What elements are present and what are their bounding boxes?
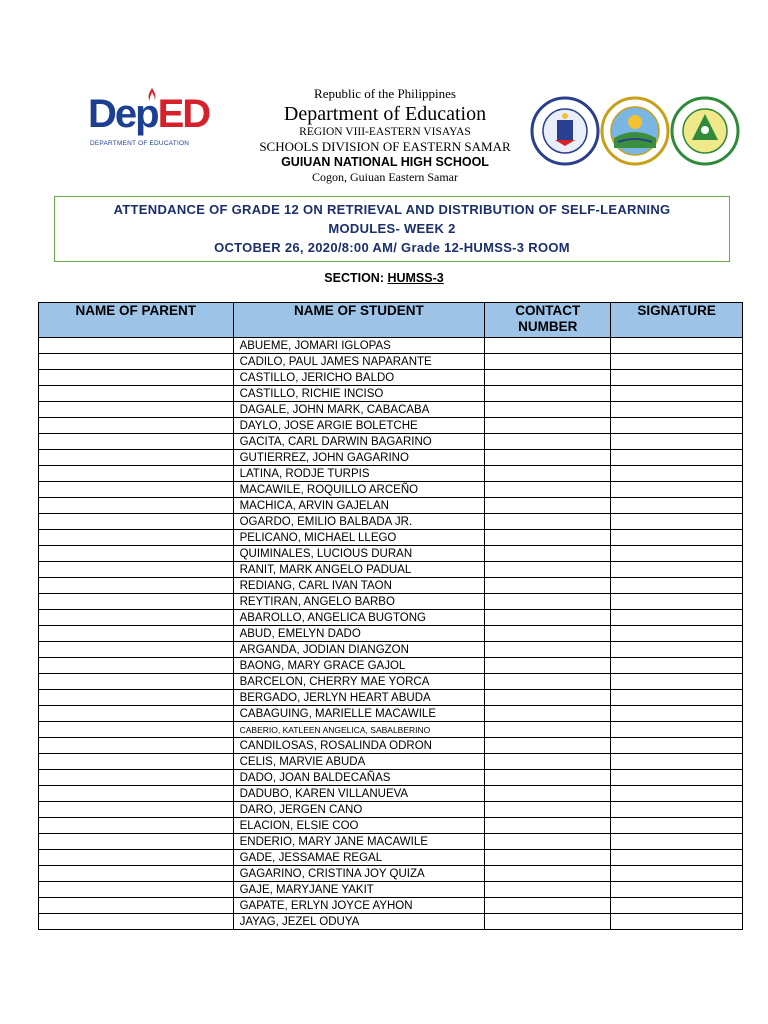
- contact-number-cell[interactable]: [485, 434, 611, 450]
- signature-cell[interactable]: [611, 818, 743, 834]
- parent-name-cell[interactable]: [39, 642, 234, 658]
- student-name-cell: CELIS, MARVIE ABUDA: [233, 754, 485, 770]
- table-row: [39, 562, 743, 578]
- signature-cell[interactable]: [611, 498, 743, 514]
- signature-cell[interactable]: [611, 642, 743, 658]
- school-address: Cogon, Guiuan Eastern Samar: [312, 170, 458, 184]
- student-name-cell: GADE, JESSAMAE REGAL: [233, 850, 485, 866]
- contact-number-cell[interactable]: [485, 402, 611, 418]
- contact-number-cell[interactable]: [485, 834, 611, 850]
- signature-cell[interactable]: [611, 802, 743, 818]
- student-name-cell: GAGARINO, CRISTINA JOY QUIZA: [233, 866, 485, 882]
- student-name-cell: QUIMINALES, LUCIOUS DURAN: [233, 546, 485, 562]
- parent-name-cell[interactable]: [39, 882, 234, 898]
- table-row: [39, 738, 743, 754]
- student-name-cell: CABAGUING, MARIELLE MACAWILE: [233, 706, 485, 722]
- contact-number-cell[interactable]: [485, 530, 611, 546]
- parent-name-cell[interactable]: [39, 578, 234, 594]
- contact-number-cell[interactable]: [485, 562, 611, 578]
- parent-name-cell[interactable]: [39, 738, 234, 754]
- signature-cell[interactable]: [611, 338, 743, 354]
- student-name-cell: BARCELON, CHERRY MAE YORCA: [233, 674, 485, 690]
- student-name-cell: DAGALE, JOHN MARK, CABACABA: [233, 402, 485, 418]
- department-line: Department of Education: [283, 103, 487, 125]
- contact-number-cell[interactable]: [485, 642, 611, 658]
- student-name-cell: CADILO, PAUL JAMES NAPARANTE: [233, 354, 485, 370]
- student-name-cell: DAYLO, JOSE ARGIE BOLETCHE: [233, 418, 485, 434]
- signature-cell[interactable]: [611, 594, 743, 610]
- signature-cell[interactable]: [611, 530, 743, 546]
- parent-name-cell[interactable]: [39, 770, 234, 786]
- parent-name-cell[interactable]: [39, 514, 234, 530]
- parent-name-cell[interactable]: [39, 434, 234, 450]
- contact-number-cell[interactable]: [485, 546, 611, 562]
- region-line: REGION VIII-EASTERN VISAYAS: [299, 126, 471, 138]
- section-heading: [0, 271, 768, 285]
- table-row: [39, 546, 743, 562]
- contact-number-cell[interactable]: [485, 482, 611, 498]
- deped-wordmark: DepED: [88, 92, 210, 136]
- title-line-1: ATTENDANCE OF GRADE 12 ON RETRIEVAL AND DISTRIBUTION OF SELF-LEARNING: [113, 202, 671, 217]
- table-row: [39, 834, 743, 850]
- signature-cell[interactable]: [611, 690, 743, 706]
- signature-cell[interactable]: [611, 354, 743, 370]
- parent-name-cell[interactable]: [39, 562, 234, 578]
- contact-number-cell[interactable]: [485, 450, 611, 466]
- signature-cell[interactable]: [611, 658, 743, 674]
- signature-cell[interactable]: [611, 770, 743, 786]
- student-name-cell: DARO, JERGEN CANO: [233, 802, 485, 818]
- table-row: [39, 690, 743, 706]
- parent-name-cell[interactable]: [39, 498, 234, 514]
- attendance-table: [38, 302, 743, 930]
- municipal-seal-icon: [600, 96, 670, 166]
- contact-number-cell[interactable]: [485, 850, 611, 866]
- parent-name-cell[interactable]: [39, 802, 234, 818]
- signature-cell[interactable]: [611, 882, 743, 898]
- student-name-cell: JAYAG, JEZEL ODUYA: [233, 914, 485, 930]
- parent-name-cell[interactable]: [39, 690, 234, 706]
- parent-name-cell[interactable]: [39, 674, 234, 690]
- division-line: SCHOOLS DIVISION OF EASTERN SAMAR: [259, 139, 511, 154]
- parent-name-cell[interactable]: [39, 722, 234, 738]
- student-name-cell: MACHICA, ARVIN GAJELAN: [233, 498, 485, 514]
- table-row: [39, 338, 743, 354]
- contact-number-cell[interactable]: [485, 578, 611, 594]
- signature-cell[interactable]: [611, 466, 743, 482]
- student-name-cell: OGARDO, EMILIO BALBADA JR.: [233, 514, 485, 530]
- signature-cell[interactable]: [611, 482, 743, 498]
- table-row: [39, 530, 743, 546]
- attendance-title-box: [54, 196, 730, 262]
- signature-cell[interactable]: [611, 386, 743, 402]
- parent-name-cell[interactable]: [39, 450, 234, 466]
- student-name-cell: DADO, JOAN BALDECAÑAS: [233, 770, 485, 786]
- contact-number-cell[interactable]: [485, 754, 611, 770]
- contact-number-cell[interactable]: [485, 770, 611, 786]
- section-label: SECTION:: [324, 271, 388, 285]
- parent-name-cell[interactable]: [39, 354, 234, 370]
- table-row: [39, 466, 743, 482]
- signature-cell[interactable]: [611, 418, 743, 434]
- parent-name-cell[interactable]: [39, 482, 234, 498]
- table-row: [39, 498, 743, 514]
- signature-cell[interactable]: [611, 674, 743, 690]
- student-name-cell: ELACION, ELSIE COO: [233, 818, 485, 834]
- signature-cell[interactable]: [611, 706, 743, 722]
- signature-cell[interactable]: [611, 402, 743, 418]
- signature-cell[interactable]: [611, 850, 743, 866]
- signature-cell[interactable]: [611, 610, 743, 626]
- parent-name-cell[interactable]: [39, 754, 234, 770]
- student-name-cell: GACITA, CARL DARWIN BAGARINO: [233, 434, 485, 450]
- student-name-cell: MACAWILE, ROQUILLO ARCEÑO: [233, 482, 485, 498]
- parent-name-cell[interactable]: [39, 706, 234, 722]
- contact-number-cell[interactable]: [485, 914, 611, 930]
- table-row: [39, 578, 743, 594]
- contact-number-cell[interactable]: [485, 722, 611, 738]
- contact-number-cell[interactable]: [485, 898, 611, 914]
- signature-cell[interactable]: [611, 514, 743, 530]
- contact-number-cell[interactable]: [485, 882, 611, 898]
- signature-cell[interactable]: [611, 914, 743, 930]
- parent-name-cell[interactable]: [39, 418, 234, 434]
- deped-logo: [88, 88, 228, 154]
- parent-name-cell[interactable]: [39, 626, 234, 642]
- student-name-cell: ENDERIO, MARY JANE MACAWILE: [233, 834, 485, 850]
- student-name-cell: BAONG, MARY GRACE GAJOL: [233, 658, 485, 674]
- section-value: HUMSS-3: [387, 271, 444, 285]
- deped-subtitle: DEPARTMENT OF EDUCATION: [90, 140, 190, 147]
- contact-number-cell[interactable]: [485, 610, 611, 626]
- contact-number-cell[interactable]: [485, 338, 611, 354]
- signature-cell[interactable]: [611, 834, 743, 850]
- parent-name-cell[interactable]: [39, 386, 234, 402]
- table-row: [39, 402, 743, 418]
- parent-name-cell[interactable]: [39, 466, 234, 482]
- table-row: [39, 898, 743, 914]
- contact-number-cell[interactable]: [485, 466, 611, 482]
- parent-name-cell[interactable]: [39, 914, 234, 930]
- student-name-cell: ABUEME, JOMARI IGLOPAS: [233, 338, 485, 354]
- table-row: [39, 594, 743, 610]
- table-row: [39, 658, 743, 674]
- title-line-2: MODULES- WEEK 2: [328, 221, 456, 236]
- table-row: [39, 642, 743, 658]
- agency-heading: [220, 86, 550, 185]
- table-row: [39, 866, 743, 882]
- contact-number-cell[interactable]: [485, 594, 611, 610]
- table-row: [39, 610, 743, 626]
- table-row: [39, 914, 743, 930]
- republic-line: Republic of the Philippines: [314, 86, 456, 101]
- signature-cell[interactable]: [611, 866, 743, 882]
- contact-number-cell[interactable]: [485, 514, 611, 530]
- student-name-cell: ABUD, EMELYN DADO: [233, 626, 485, 642]
- table-row: [39, 450, 743, 466]
- col-header-student: NAME OF STUDENT: [233, 303, 485, 338]
- signature-cell[interactable]: [611, 578, 743, 594]
- signature-cell[interactable]: [611, 738, 743, 754]
- table-row: [39, 850, 743, 866]
- student-name-cell: CASTILLO, RICHIE INCISO: [233, 386, 485, 402]
- contact-number-cell[interactable]: [485, 866, 611, 882]
- signature-cell[interactable]: [611, 898, 743, 914]
- parent-name-cell[interactable]: [39, 338, 234, 354]
- parent-name-cell[interactable]: [39, 658, 234, 674]
- signature-cell[interactable]: [611, 562, 743, 578]
- title-line-3: OCTOBER 26, 2020/8:00 AM/ Grade 12-HUMSS-3 ROOM: [214, 240, 570, 255]
- student-name-cell: LATINA, RODJE TURPIS: [233, 466, 485, 482]
- parent-name-cell[interactable]: [39, 786, 234, 802]
- division-seal-icon: [670, 96, 740, 166]
- contact-number-cell[interactable]: [485, 418, 611, 434]
- student-name-cell: GUTIERREZ, JOHN GAGARINO: [233, 450, 485, 466]
- col-header-signature: SIGNATURE: [611, 303, 743, 338]
- student-name-cell: GAJE, MARYJANE YAKIT: [233, 882, 485, 898]
- signature-cell[interactable]: [611, 786, 743, 802]
- student-name-cell: RANIT, MARK ANGELO PADUAL: [233, 562, 485, 578]
- parent-name-cell[interactable]: [39, 546, 234, 562]
- signature-cell[interactable]: [611, 722, 743, 738]
- signature-cell[interactable]: [611, 370, 743, 386]
- contact-number-cell[interactable]: [485, 802, 611, 818]
- parent-name-cell[interactable]: [39, 866, 234, 882]
- contact-number-cell[interactable]: [485, 818, 611, 834]
- contact-number-cell[interactable]: [485, 354, 611, 370]
- table-row: [39, 514, 743, 530]
- table-row: [39, 706, 743, 722]
- table-row: [39, 482, 743, 498]
- contact-number-cell[interactable]: [485, 706, 611, 722]
- document-header: [0, 0, 768, 195]
- contact-number-cell[interactable]: [485, 498, 611, 514]
- contact-number-cell[interactable]: [485, 386, 611, 402]
- contact-number-cell[interactable]: [485, 786, 611, 802]
- table-row: [39, 818, 743, 834]
- school-seal-icon: [530, 96, 600, 166]
- student-name-cell: GAPATE, ERLYN JOYCE AYHON: [233, 898, 485, 914]
- student-name-cell: PELICANO, MICHAEL LLEGO: [233, 530, 485, 546]
- signature-cell[interactable]: [611, 754, 743, 770]
- parent-name-cell[interactable]: [39, 402, 234, 418]
- student-name-cell: DADUBO, KAREN VILLANUEVA: [233, 786, 485, 802]
- signature-cell[interactable]: [611, 626, 743, 642]
- student-name-cell: CABERIO, KATLEEN ANGELICA, SABALBERINO: [233, 722, 485, 738]
- table-row: [39, 754, 743, 770]
- student-name-cell: ABAROLLO, ANGELICA BUGTONG: [233, 610, 485, 626]
- parent-name-cell[interactable]: [39, 850, 234, 866]
- table-row: [39, 386, 743, 402]
- parent-name-cell[interactable]: [39, 818, 234, 834]
- school-name: GUIUAN NATIONAL HIGH SCHOOL: [281, 155, 489, 169]
- col-header-parent: NAME OF PARENT: [39, 303, 234, 338]
- student-name-cell: CANDILOSAS, ROSALINDA ODRON: [233, 738, 485, 754]
- table-row: [39, 802, 743, 818]
- table-row: [39, 354, 743, 370]
- parent-name-cell[interactable]: [39, 898, 234, 914]
- signature-cell[interactable]: [611, 546, 743, 562]
- table-row: [39, 674, 743, 690]
- contact-number-cell[interactable]: [485, 738, 611, 754]
- signature-cell[interactable]: [611, 434, 743, 450]
- table-row: [39, 722, 743, 738]
- attendance-rows: [39, 338, 743, 930]
- table-header-row: [39, 303, 743, 338]
- parent-name-cell[interactable]: [39, 610, 234, 626]
- contact-number-cell[interactable]: [485, 690, 611, 706]
- student-name-cell: ARGANDA, JODIAN DIANGZON: [233, 642, 485, 658]
- signature-cell[interactable]: [611, 450, 743, 466]
- parent-name-cell[interactable]: [39, 370, 234, 386]
- table-row: [39, 370, 743, 386]
- parent-name-cell[interactable]: [39, 594, 234, 610]
- parent-name-cell[interactable]: [39, 530, 234, 546]
- table-row: [39, 770, 743, 786]
- contact-number-cell[interactable]: [485, 370, 611, 386]
- table-row: [39, 418, 743, 434]
- table-row: [39, 434, 743, 450]
- student-name-cell: REDIANG, CARL IVAN TAON: [233, 578, 485, 594]
- table-row: [39, 882, 743, 898]
- student-name-cell: REYTIRAN, ANGELO BARBO: [233, 594, 485, 610]
- student-name-cell: CASTILLO, JERICHO BALDO: [233, 370, 485, 386]
- contact-number-cell[interactable]: [485, 658, 611, 674]
- contact-number-cell[interactable]: [485, 626, 611, 642]
- col-header-contact: CONTACT NUMBER: [485, 303, 611, 338]
- table-row: [39, 626, 743, 642]
- contact-number-cell[interactable]: [485, 674, 611, 690]
- student-name-cell: BERGADO, JERLYN HEART ABUDA: [233, 690, 485, 706]
- table-row: [39, 786, 743, 802]
- parent-name-cell[interactable]: [39, 834, 234, 850]
